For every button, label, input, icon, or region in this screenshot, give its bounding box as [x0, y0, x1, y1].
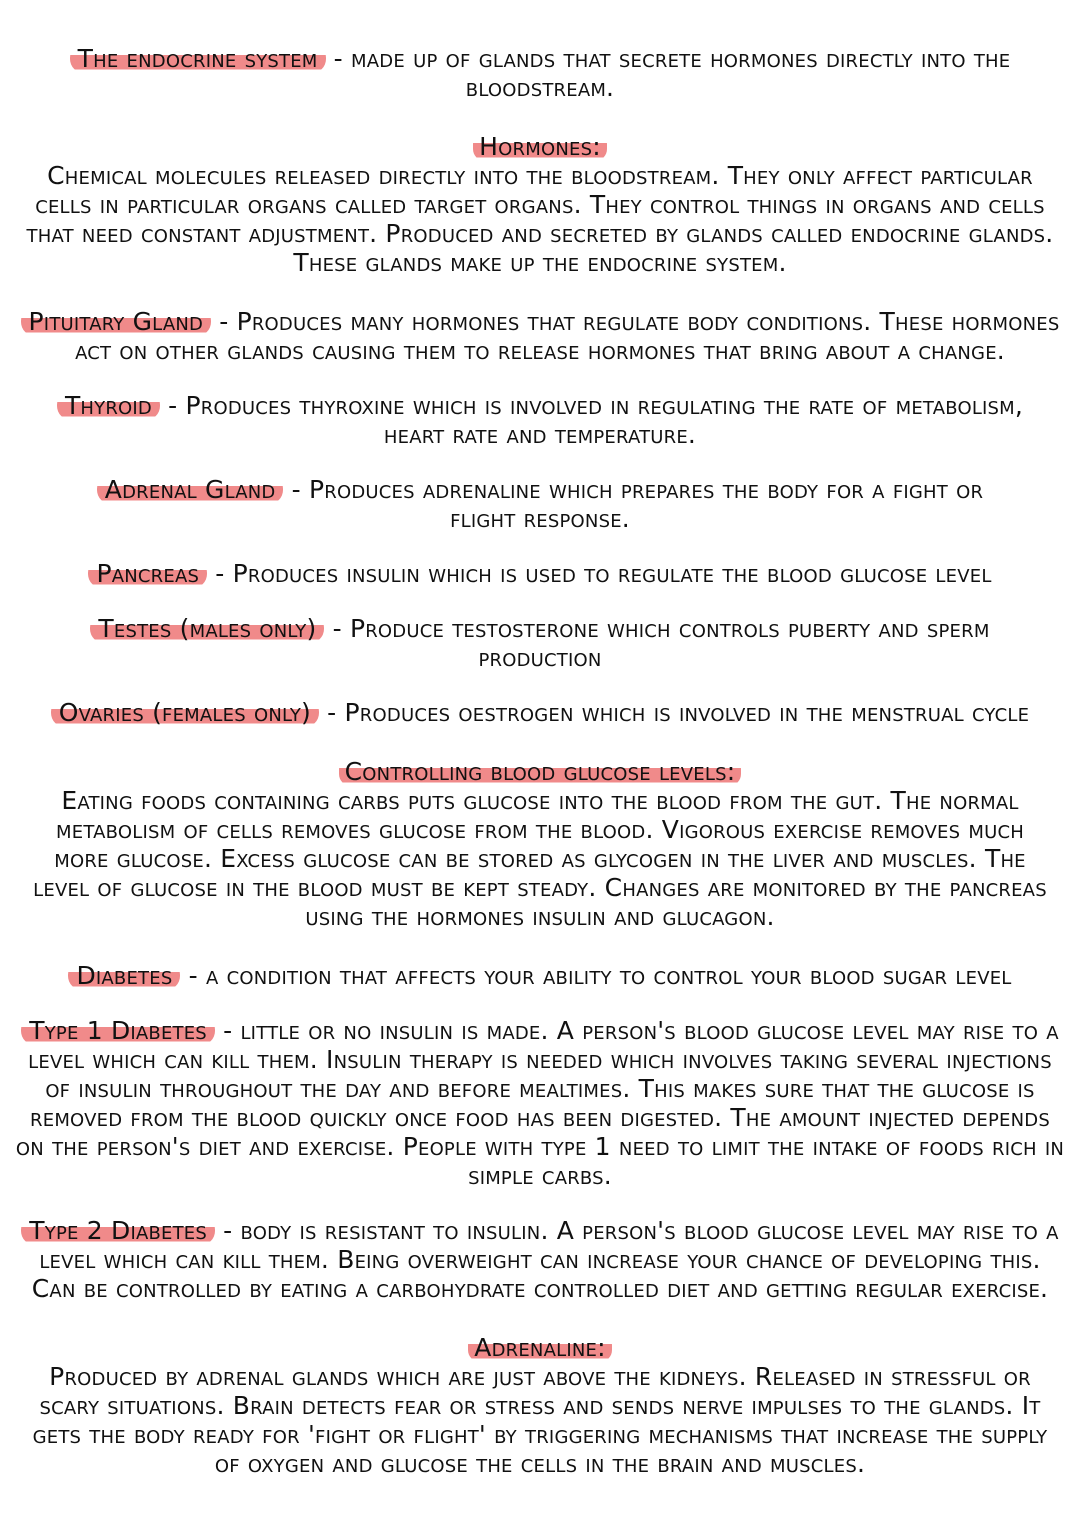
pituitary-gland-text: - Produces many hormones that regulate body conditions. These hormones act on other glands causing them to release hormones that bring about a change. — [75, 307, 1060, 365]
glucose-section — [14, 757, 1066, 931]
thyroid-term: Thyroid — [57, 391, 160, 420]
adrenal-gland-paragraph — [14, 475, 1066, 533]
thyroid-paragraph — [14, 391, 1066, 449]
thyroid-text: - Produces thyroxine which is involved in regulating the rate of metabolism, heart rate and temperature. — [159, 391, 1024, 449]
pituitary-paragraph — [14, 307, 1066, 365]
testes-paragraph — [14, 614, 1066, 672]
diabetes-text: - a condition that affects your ability to control your blood sugar level — [180, 961, 1012, 990]
endocrine-system-paragraph — [14, 44, 1066, 102]
pancreas-term: Pancreas — [88, 559, 207, 588]
type1-diabetes-term: Type 1 Diabetes — [21, 1016, 215, 1045]
hormones-heading: Hormones: — [473, 132, 607, 161]
pituitary-gland-term: Pituitary Gland — [21, 307, 212, 336]
adrenaline-section — [14, 1333, 1066, 1478]
hormones-section — [14, 132, 1066, 277]
endocrine-system-term: The endocrine system — [70, 44, 326, 73]
ovaries-paragraph — [14, 698, 1066, 727]
diabetes-term: Diabetes — [68, 961, 180, 990]
diabetes-paragraph — [14, 961, 1066, 990]
hormones-text: Chemical molecules released directly into the bloodstream. They only affect particular cells in particular organs called target organs. They control things in organs and cells that need constant adjustment. Produced and secreted by glands called endocrine glands. These glands make up the endocrine system. — [26, 161, 1054, 277]
ovaries-term: Ovaries (females only) — [51, 698, 319, 727]
glucose-heading: Controlling blood glucose levels: — [339, 757, 742, 786]
adrenal-gland-term: Adrenal Gland — [97, 475, 284, 504]
glucose-text: Eating foods containing carbs puts glucose into the blood from the gut. The normal metabolism of cells removes glucose from the blood. Vigorous exercise removes much more glucose. Excess glucose can be stored as glycogen in the liver and muscles. The level of glucose in the blood must be kept steady. Changes are monitored by the pancreas using the hormones insulin and glucagon. — [33, 786, 1047, 931]
type2-diabetes-paragraph — [14, 1216, 1066, 1303]
testes-term: Testes (males only) — [90, 614, 324, 643]
type1-diabetes-paragraph — [14, 1016, 1066, 1190]
type1-diabetes-text: - little or no insulin is made. A person's blood glucose level may rise to a level which can kill them. Insulin therapy is needed which involves taking several injections of insulin throughout the day and before mealtimes. This makes sure that the glucose is removed from the blood quickly once food has been digested. The amount injected depends on the person's diet and exercise. People with type 1 need to limit the intake of foods rich in simple carbs. — [15, 1016, 1065, 1190]
ovaries-text: - Produces oestrogen which is involved in the menstrual cycle — [319, 698, 1030, 727]
endocrine-system-text: - made up of glands that secrete hormones directly into the bloodstream. — [325, 44, 1011, 102]
adrenaline-heading: Adrenaline: — [468, 1333, 611, 1362]
type2-diabetes-text: - body is resistant to insulin. A person's blood glucose level may rise to a level which can kill them. Being overweight can increase your chance of developing this. Can be controlled by eating a carbohydrate controlled diet and getting regular exercise. — [31, 1216, 1059, 1303]
adrenaline-text: Produced by adrenal glands which are just above the kidneys. Released in stressful or scary situations. Brain detects fear or stress and sends nerve impulses to the glands. It gets the body ready for 'fight or flight' by triggering mechanisms that increase the supply of oxygen and glucose the cells in the brain and muscles. — [32, 1362, 1048, 1478]
pancreas-text: - Produces insulin which is used to regulate the blood glucose level — [207, 559, 992, 588]
testes-text: - Produce testosterone which controls puberty and sperm production — [324, 614, 990, 672]
pancreas-paragraph — [14, 559, 1066, 588]
adrenal-gland-text: - Produces adrenaline which prepares the body for a fight or flight response. — [283, 475, 984, 533]
type2-diabetes-term: Type 2 Diabetes — [21, 1216, 215, 1245]
